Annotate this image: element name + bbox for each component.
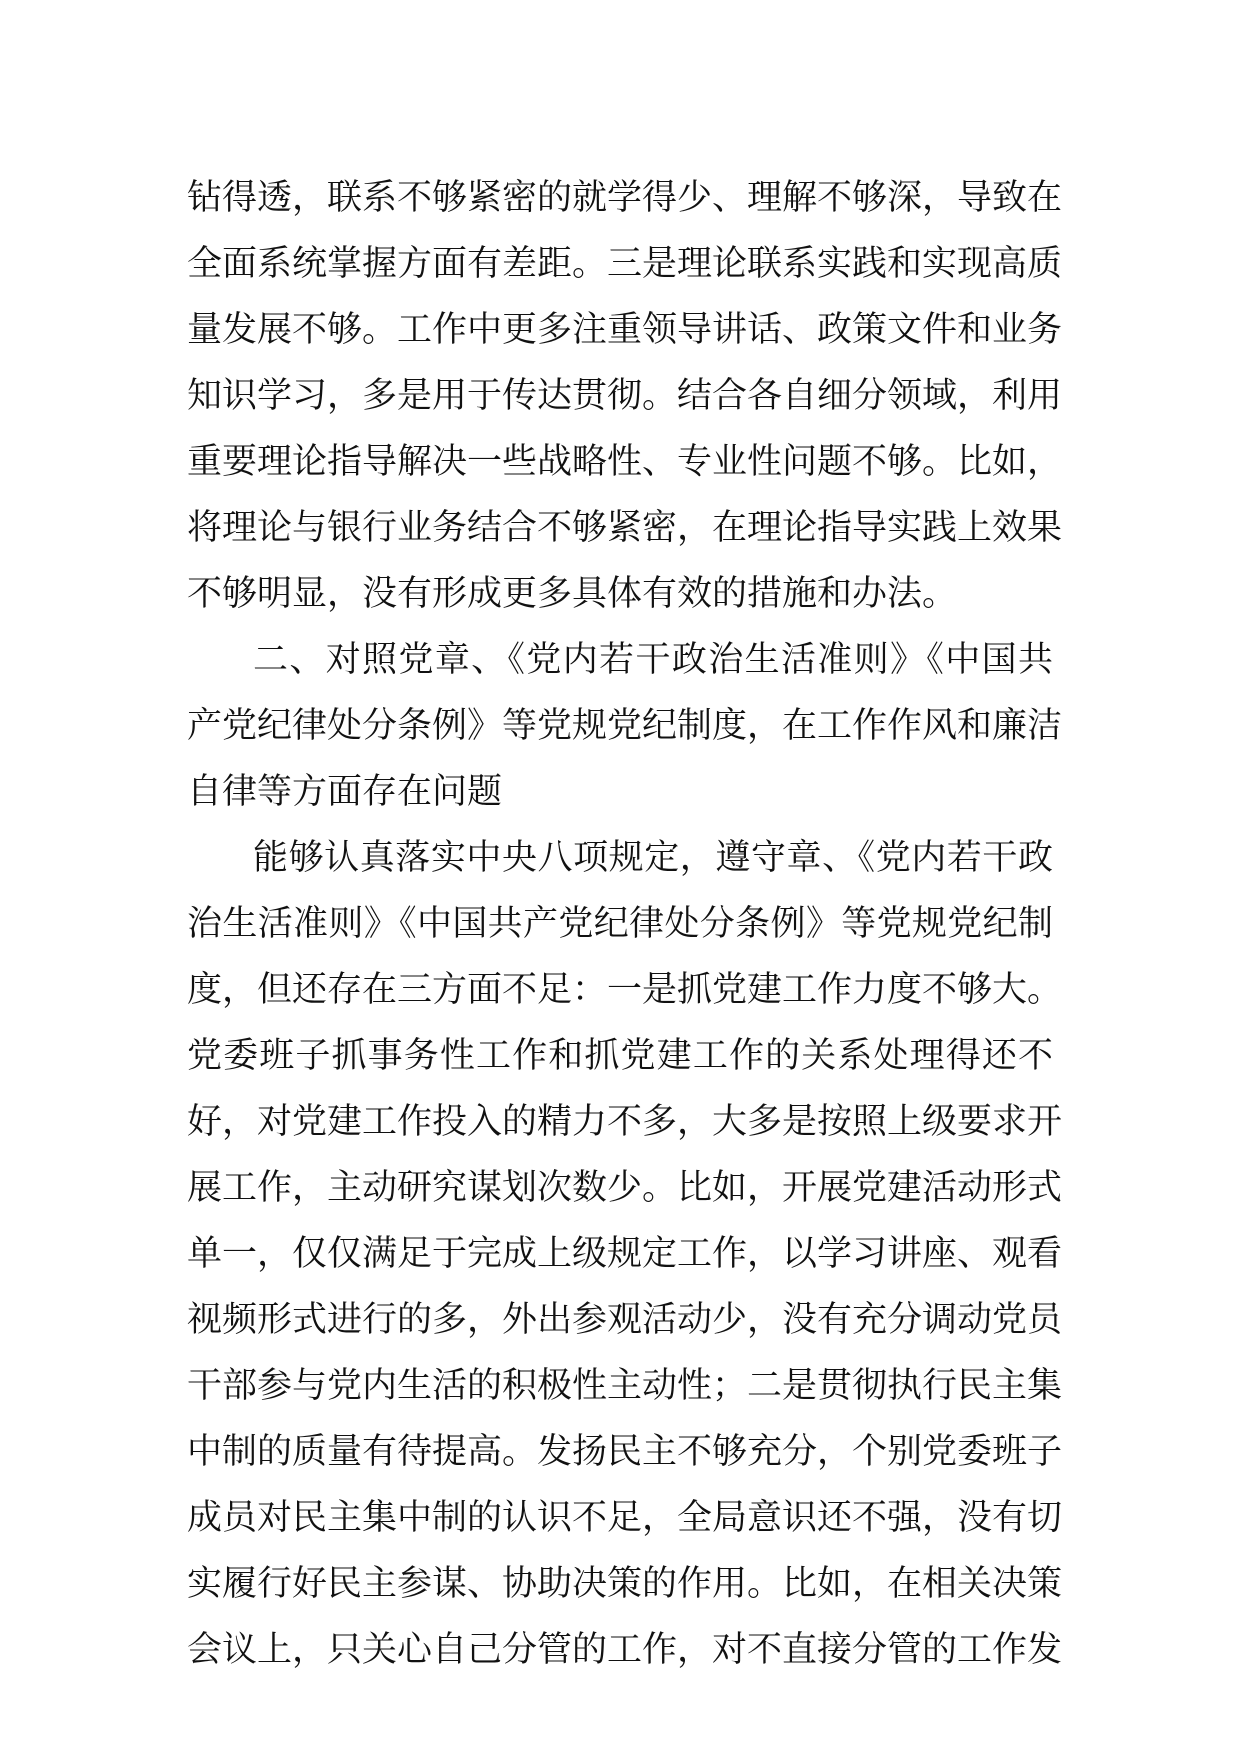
text-line: 干部参与党内生活的积极性主动性；二是贯彻执行民主集 (187, 1366, 1063, 1406)
heading-line: 自律等方面存在问题 (187, 772, 503, 812)
text-line: 重要理论指导解决一些战略性、专业性问题不够。比如， (187, 442, 1063, 482)
text-line: 实履行好民主参谋、协助决策的作用。比如，在相关决策 (187, 1564, 1063, 1604)
section-heading-2 (187, 627, 1063, 825)
text-line: 中制的质量有待提高。发扬民主不够充分，个别党委班子 (187, 1432, 1063, 1472)
text-line: 将理论与银行业务结合不够紧密，在理论指导实践上效果 (187, 508, 1063, 548)
text-line: 成员对民主集中制的认识不足，全局意识还不强，没有切 (187, 1498, 1063, 1538)
text-line: 全面系统掌握方面有差距。三是理论联系实践和实现高质 (187, 244, 1063, 284)
text-line: 视频形式进行的多，外出参观活动少，没有充分调动党员 (187, 1300, 1063, 1340)
text-line: 钻得透，联系不够紧密的就学得少、理解不够深，导致在 (187, 178, 1063, 218)
text-line: 能够认真落实中央八项规定，遵守章、《党内若干政 (253, 838, 1053, 878)
text-line: 治生活准则》《中国共产党纪律处分条例》等党规党纪制 (187, 904, 1053, 944)
text-line: 会议上，只关心自己分管的工作，对不直接分管的工作发 (187, 1630, 1063, 1670)
text-line: 不够明显，没有形成更多具体有效的措施和办法。 (187, 574, 958, 614)
text-line: 展工作，主动研究谋划次数少。比如，开展党建活动形式 (187, 1168, 1063, 1208)
text-line: 知识学习，多是用于传达贯彻。结合各自细分领域，利用 (187, 376, 1063, 416)
text-line: 度，但还存在三方面不足：一是抓党建工作力度不够大。 (187, 970, 1063, 1010)
text-line: 单一，仅仅满足于完成上级规定工作，以学习讲座、观看 (187, 1234, 1063, 1274)
heading-line: 二、对照党章、《党内若干政治生活准则》《中国共 (253, 640, 1053, 680)
text-line: 党委班子抓事务性工作和抓党建工作的关系处理得还不 (187, 1036, 1053, 1076)
text-line: 量发展不够。工作中更多注重领导讲话、政策文件和业务 (187, 310, 1063, 350)
paragraph-1 (187, 165, 1063, 627)
text-line: 好，对党建工作投入的精力不多，大多是按照上级要求开 (187, 1102, 1063, 1142)
paragraph-3 (187, 825, 1063, 1683)
document-page (187, 165, 1063, 1683)
heading-line: 产党纪律处分条例》等党规党纪制度，在工作作风和廉洁 (187, 706, 1063, 746)
